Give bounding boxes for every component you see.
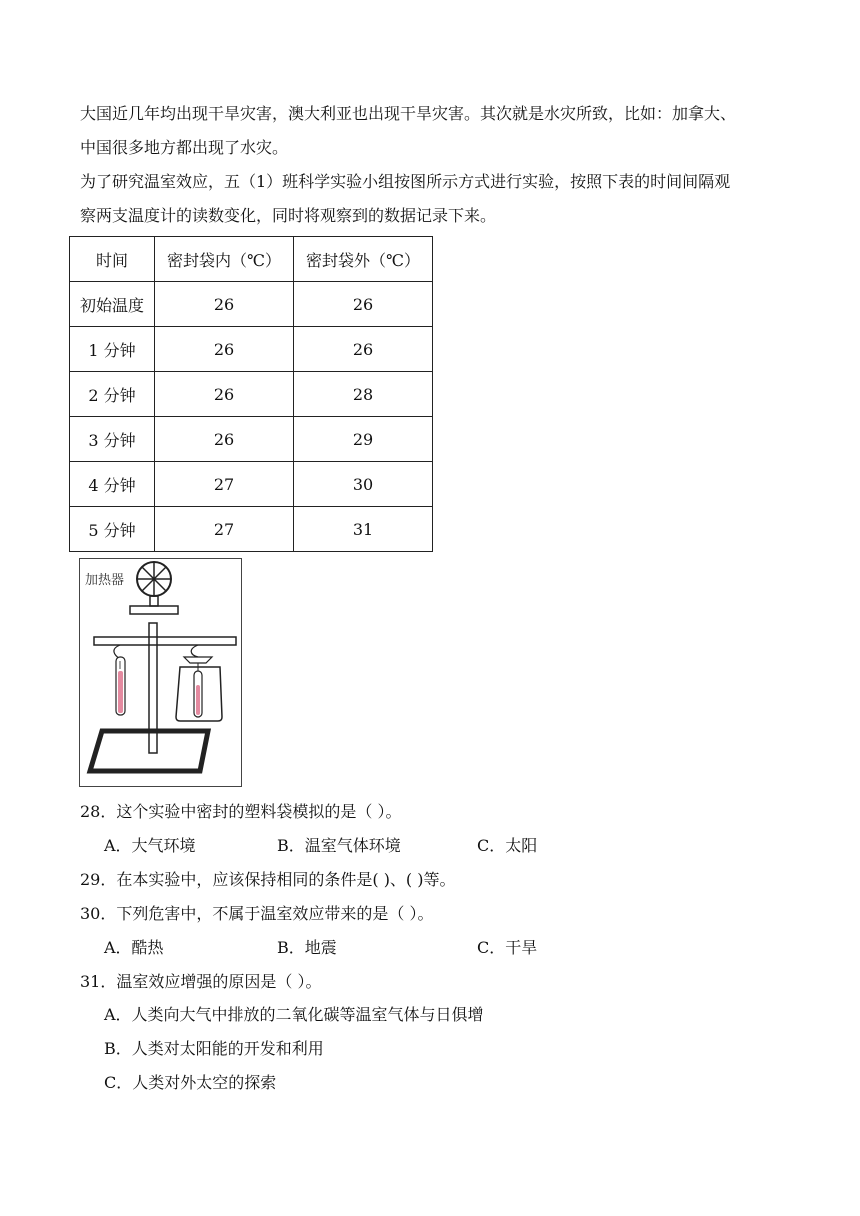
table-cell: 5 分钟 (70, 507, 155, 552)
table-row (70, 507, 433, 552)
question-31-stem: 31．温室效应增强的原因是（ ）。 (80, 972, 322, 991)
table-cell: 26 (155, 327, 294, 372)
table-cell: 28 (294, 372, 433, 417)
table-cell: 30 (294, 462, 433, 507)
table-cell: 31 (294, 507, 433, 552)
experiment-figure (79, 558, 242, 787)
table-row (70, 417, 433, 462)
temperature-table (69, 236, 433, 552)
q28-option-a: A．大气环境 (104, 836, 196, 855)
stand-icon (90, 623, 236, 771)
table-cell: 4 分钟 (70, 462, 155, 507)
table-header: 密封袋外（℃） (294, 237, 433, 282)
q30-option-b: B．地震 (277, 938, 337, 957)
question-30-stem: 30．下列危害中，不属于温室效应带来的是（ ）。 (80, 904, 434, 923)
table-row (70, 282, 433, 327)
intro-line-1: 大国近几年均出现干旱灾害，澳大利亚也出现干旱灾害。其次就是水灾所致，比如：加拿大、 (80, 104, 737, 123)
q28-option-c: C．太阳 (477, 836, 538, 855)
table-cell: 26 (155, 417, 294, 462)
table-row (70, 327, 433, 372)
intro-line-4: 察两支温度计的读数变化，同时将观察到的数据记录下来。 (80, 206, 497, 225)
table-cell: 26 (155, 372, 294, 417)
q31-option-a: A．人类向大气中排放的二氧化碳等温室气体与日俱增 (104, 1005, 484, 1024)
q30-option-a: A．酷热 (104, 938, 164, 957)
table-header-row (70, 237, 433, 282)
table-cell: 3 分钟 (70, 417, 155, 462)
table-cell: 29 (294, 417, 433, 462)
q30-option-c: C．干旱 (477, 938, 538, 957)
table-row (70, 462, 433, 507)
heater-icon (130, 562, 178, 614)
table-cell: 27 (155, 462, 294, 507)
experiment-illustration (80, 559, 241, 786)
heater-label: 加热器 (85, 573, 125, 588)
question-29-stem: 29．在本实验中，应该保持相同的条件是( )、( )等。 (80, 870, 456, 889)
thermometer-outside-icon (114, 645, 125, 715)
question-28-stem: 28．这个实验中密封的塑料袋模拟的是（ ）。 (80, 802, 402, 821)
q31-option-b: B．人类对太阳能的开发和利用 (104, 1039, 324, 1058)
table-cell: 26 (294, 282, 433, 327)
table-cell: 2 分钟 (70, 372, 155, 417)
table-header: 时间 (70, 237, 155, 282)
intro-line-3: 为了研究温室效应，五（1）班科学实验小组按图所示方式进行实验，按照下表的时间间隔观 (80, 172, 731, 191)
table-cell: 初始温度 (70, 282, 155, 327)
q31-option-c: C．人类对外太空的探索 (104, 1073, 277, 1092)
intro-line-2: 中国很多地方都出现了水灾。 (80, 138, 289, 157)
table-row (70, 372, 433, 417)
table-cell: 27 (155, 507, 294, 552)
table-cell: 26 (294, 327, 433, 372)
q28-option-b: B．温室气体环境 (277, 836, 401, 855)
sealed-bag-icon (176, 645, 222, 721)
table-cell: 26 (155, 282, 294, 327)
table-cell: 1 分钟 (70, 327, 155, 372)
table-header: 密封袋内（℃） (155, 237, 294, 282)
